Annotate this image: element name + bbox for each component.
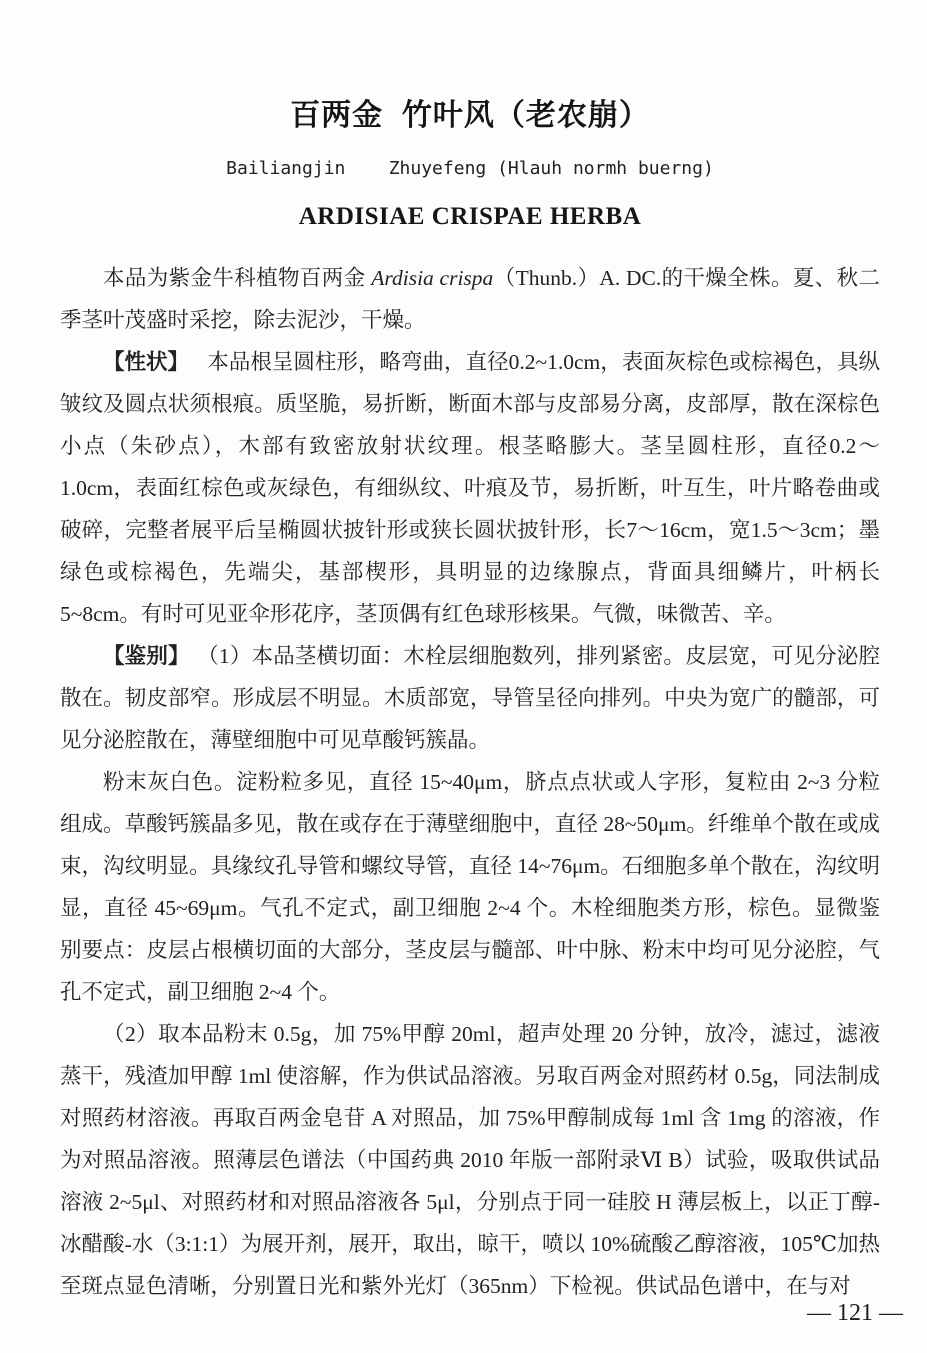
- section-label: 【性状】: [103, 350, 190, 374]
- text-segment: （1）本品茎横切面：木栓层细胞数列，排列紧密。皮层宽，可见分泌腔散在。韧皮部窄。形成层不明显。木质部宽，导管呈径向排列。中央为宽广的髓部，可见分泌腔散在，薄壁细胞中可见草酸钙簇晶。: [60, 644, 880, 752]
- content-column: [60, 0, 880, 1307]
- paragraph: [60, 1013, 880, 1307]
- text-segment: 粉末灰白色。淀粉粒多见，直径 15~40μm，脐点点状或人字形，复粒由 2~3 分粒组成。草酸钙簇晶多见，散在或存在于薄壁细胞中，直径 28~50μm。纤维单个散在或成束，沟纹明显。具缘纹孔导管和螺纹导管，直径 14~76μm。石细胞多单个散在，沟纹明显，直径 45~69μm。气孔不定式，副卫细胞 2~4 个。木栓细胞类方形，棕色。显微鉴别要点：皮层占根横切面的大部分，茎皮层与髓部、叶中脉、粉末中均可见分泌腔，气孔不定式，副卫细胞 2~4 个。: [60, 770, 880, 1004]
- monograph-body: [60, 257, 880, 1307]
- page-number: — 121 —: [807, 1300, 903, 1326]
- text-segment: （Thunb.）A. DC.的干燥全株。夏、秋二季茎叶茂盛时采挖，除去泥沙，干燥。: [60, 266, 880, 332]
- text-segment: 本品为紫金牛科植物百两金: [103, 266, 372, 290]
- monograph-title-chinese: 百两金 竹叶风（老农崩）: [290, 99, 650, 132]
- paragraph: [60, 257, 880, 341]
- monograph-title-pinyin: Bailiangjin Zhuyefeng (Hlauh normh buerng): [226, 158, 714, 179]
- section-label: 【鉴别】: [103, 644, 190, 668]
- text-segment: Ardisia crispa: [371, 266, 494, 290]
- monograph-title-latin: ARDISIAE CRISPAE HERBA: [298, 203, 642, 230]
- paragraph: [60, 635, 880, 761]
- paragraph: [60, 341, 880, 635]
- paragraph: [60, 761, 880, 1013]
- text-segment: （2）取本品粉末 0.5g，加 75%甲醇 20ml，超声处理 20 分钟，放冷，滤过，滤液蒸干，残渣加甲醇 1ml 使溶解，作为供试品溶液。另取百两金对照药材 0.5g，同法制成对照药材溶液。再取百两金皂苷 A 对照品，加 75%甲醇制成每 1ml 含 1mg 的溶液，作为对照品溶液。照薄层色谱法（中国药典 2010 年版一部附录Ⅵ B）试验，吸取供试品溶液 2~5μl、对照药材和对照品溶液各 5μl，分别点于同一硅胶 H 薄层板上，以正丁醇-冰醋酸-水（3:1:1）为展开剂，展开，取出，晾干，喷以 10%硫酸乙醇溶液，105℃加热至斑点显色清晰，分别置日光和紫外光灯（365nm）下检视。供试品色谱中，在与对: [60, 1022, 880, 1298]
- text-segment: 本品根呈圆柱形，略弯曲，直径0.2~1.0cm，表面灰棕色或棕褐色，具纵皱纹及圆点状须根痕。质坚脆，易折断，断面木部与皮部易分离，皮部厚，散在深棕色小点（朱砂点），木部有致密放射状纹理。根茎略膨大。茎呈圆柱形，直径0.2～1.0cm，表面红棕色或灰绿色，有细纵纹、叶痕及节，易折断，叶互生，叶片略卷曲或破碎，完整者展平后呈椭圆状披针形或狭长圆状披针形，长7～16cm，宽1.5～3cm；墨绿色或棕褐色，先端尖，基部楔形，具明显的边缘腺点，背面具细鳞片，叶柄长5~8cm。有时可见亚伞形花序，茎顶偶有红色球形核果。气微，味微苦、辛。: [60, 350, 880, 626]
